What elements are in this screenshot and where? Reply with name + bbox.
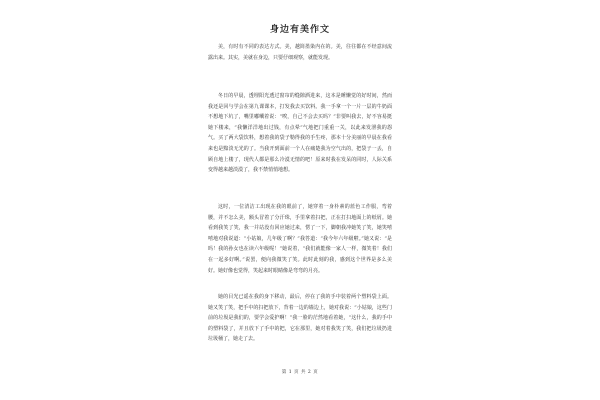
paragraph-2: 冬日的早晨，透埋阳光透过窗帘的缝隙洒进来，这本是睡懒觉的好时间，然而我还是回与学会在第九课课本，打发我去买饮料。我一手拿一个一片一层的牛奶面不想地下坑了，嘴里嘟囔着说：“唉，自己不会去买吗？”非要叫我去，好不容易挺她下楼来，“我懒洋洋地出过钱，有点晕”气地把门重重一关，以此来发泄我的怨气。买了两大袋饮料，想着我的袋子勒得我的手生疼，那本十分美丽的早晨在我看来也是黯淡无光的了。当我开到面前一个人在痛楚我为空气出的，把袋子一丢，自顾自地上楼了，现代人都是那么冷漠无情的吧！原来时我在发呆的同时，人际关系变得越来越淡漠了，我不禁悄悄地想。: [208, 93, 392, 174]
document-title: 身边有美作文: [269, 25, 330, 35]
paragraph-4: 她的目光已遥在我的身下移动，最后，停在了我的手中装着两个塑料袋上面。她又笑了笑，把手中的扫把放下，背着一边的墙边上，她对我说：“小姑娘，这些门前的垃圾是我们的，要学会爱护啊！”我一脸的茫然地看着她，“这什么，我的手中的塑料袋了，并且放下了手中的把，它在那里，她对着我笑了笑，我们把垃圾扔进垃圾桶了，她走了去。: [208, 294, 392, 343]
page-footer: 第 1 页 共 2 页: [281, 370, 319, 375]
paragraph-1: 美，有时有不同的表达方式。美，越简墨染内在的。美，往往都在不经意间流露出来。其实，美就在身边，只要仔细观察，就能发现。: [208, 44, 392, 61]
paragraph-3: 这时，一位清洁工出现在我的眼前了，她穿着一身朴素的蓝色工作服，弯着腰，并不怎么美，额头冒着了分汗珠，手里拿着扫把，正在打扫地面上的纸屑。她看到我笑了笑，我一并站没有回应她过来，愣了一下，脚朝我冲她笑了笑，她笑嘻嘻地对我说道：“小姑娘，几年级了啊？”我答道：“我今年六年级啦。”她又说：“是吗！我的孙女也在读六年级呢！”她说着，“我们就能像一家人一样，微笑着！我们在一起多好啊。”说罢，便向我微笑了笑。此时此刻的我，感到这个世界是多么美好。她好像也觉得，笑起来时眼睛像是弯弯的月亮。: [208, 204, 392, 274]
